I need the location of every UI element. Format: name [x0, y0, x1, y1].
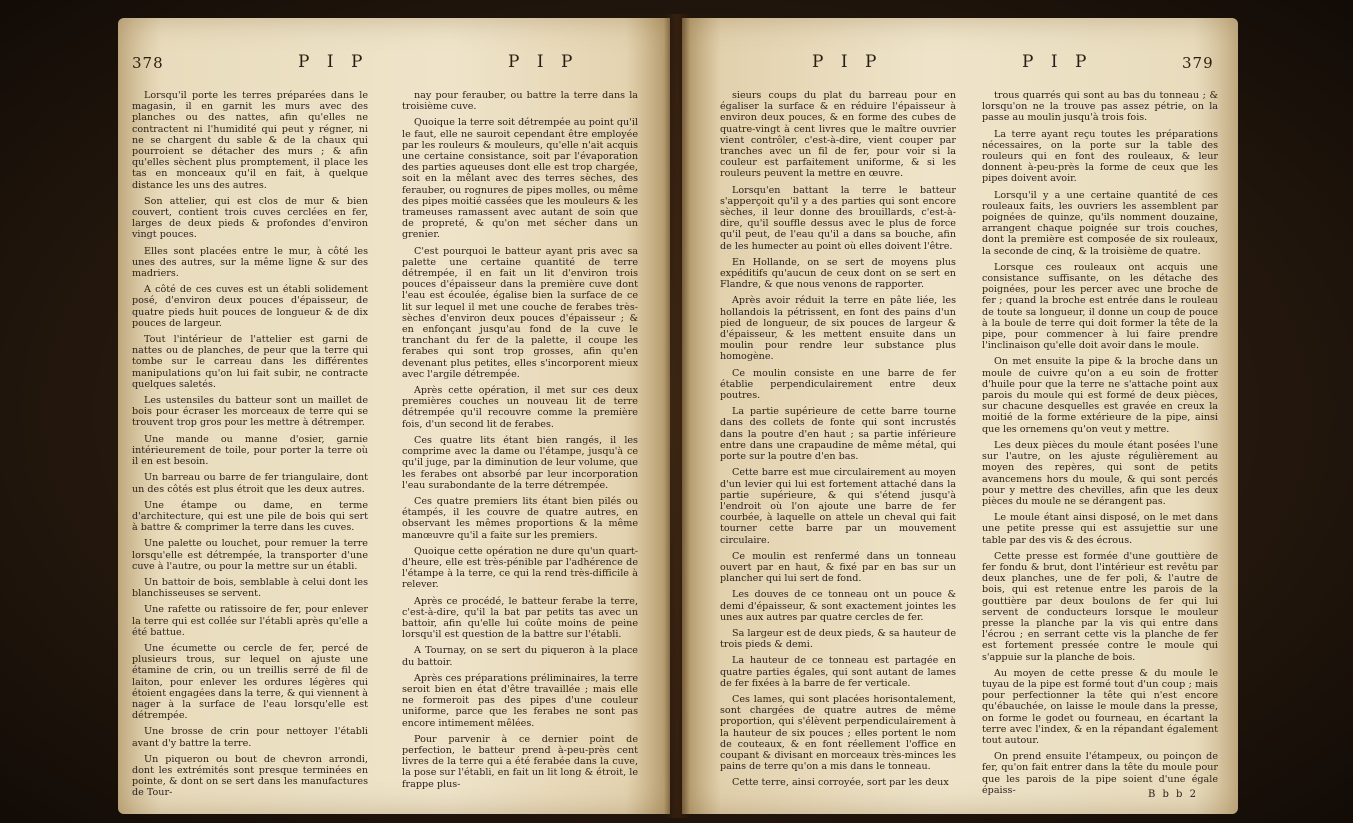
- paragraph: sieurs coups du plat du barreau pour en égaliser la surface & en réduire l'épaisseur à environ deux pouces, & en forme des cubes de quatre-vingt à cent livres que le maître ouvrier vient contrôler, c'est-à-dire, vient couper par tranches avec un fil de fer, pour voir si la couleur est parfaitement uniforme, & si les rouleurs peuvent la mettre en œuvre.: [720, 90, 956, 180]
- paragraph: Ce moulin est renfermé dans un tonneau ouvert par en haut, & fixé par en bas sur un plancher qui lui sert de fond.: [720, 550, 956, 585]
- right-running-head: [682, 52, 1238, 82]
- right-page-number: 379: [1182, 54, 1214, 72]
- paragraph: Après cette opération, il met sur ces deux premières couches un nouveau lit de terre détrempée qu'il recouvre comme la première fois, d'un second lit de ferabes.: [402, 385, 638, 430]
- paragraph: Ces quatre premiers lits étant bien pilés ou étampés, il les couvre de quatre autres, en observant les mêmes proportions & la même manœuvre qu'il a faite sur les premiers.: [402, 495, 638, 541]
- paragraph: Ces quatre lits étant bien rangés, il les comprime avec la dame ou l'étampe, jusqu'à ce qu'il juge, par la diminution de leur volume, que les ferabes ont absorbé par leur incorporation l'eau surabondante de la terre détrempée.: [402, 434, 638, 491]
- paragraph: Une étampe ou dame, en terme d'architecture, qui est une pile de bois qui sert à battre & comprimer la terre dans les cuves.: [132, 499, 368, 534]
- paragraph: Au moyen de cette presse & du moule le tuyau de la pipe est formé tout d'un coup ; mais pour perfectionner la tête qui n'est encore qu'ébauchée, on laisse le moule dans la presse, on forme le godet ou fourneau, en écartant la terre avec l'index, & en la répandant également tout autour.: [982, 667, 1218, 746]
- paragraph: Quoique la terre soit détrempée au point qu'il le faut, elle ne sauroit cependant être employée par les rouleurs & mouleurs, qu'elle n'ait acquis une certaine consistance, soit par l'évaporation des parties aqueuses dont elle est trop chargée, soit en la mêlant avec des terres sèches, des ferauber, ou rognures de pipes molles, ou même des pipes moitié cassées que les mouleurs & les trameuses ramassent avec autant de soin que de propreté, & qu'on met sécher dans un grenier.: [402, 117, 638, 241]
- right-column-2: [982, 90, 1218, 800]
- paragraph: Un barreau ou barre de fer triangulaire, dont un des côtés est plus étroit que les deux autres.: [132, 472, 368, 495]
- paragraph: Une palette ou louchet, pour remuer la terre lorsqu'elle est détrempée, la transporter d'une cuve à l'autre, ou pour la mettre sur un établi.: [132, 538, 368, 572]
- paragraph: Son attelier, qui est clos de mur & bien couvert, contient trois cuves cerclées en fer, larges de deux pieds & profondes d'environ vingt pouces.: [132, 195, 368, 241]
- paragraph: Ce moulin consiste en une barre de fer établie perpendiculairement entre deux poutres.: [720, 367, 956, 402]
- signature-mark: B b b 2: [1147, 789, 1198, 800]
- paragraph: Sa largeur est de deux pieds, & sa hauteur de trois pieds & demi.: [720, 627, 956, 651]
- paragraph: A côté de ces cuves est un établi solidement posé, d'environ deux pouces d'épaisseur, de quatre pieds huit pouces de longueur & de dix pouces de largeur.: [132, 284, 368, 329]
- paragraph: Une mande ou manne d'osier, garnie intérieurement de toile, pour porter la terre où il en est besoin.: [132, 433, 368, 468]
- paragraph: Les douves de ce tonneau ont un pouce & demi d'épaisseur, & sont exactement jointes les unes aux autres par quatre cercles de fer.: [720, 589, 956, 623]
- paragraph: Après ces préparations préliminaires, la terre seroit bien en état d'être travaillée ; mais elle ne formeroit pas des pipes d'une couleur uniforme, parce que les ferabes ne sont pas encore intimement mêlées.: [402, 672, 638, 729]
- paragraph: Le moule étant ainsi disposé, on le met dans une petite presse qui est assujettie sur une table par des vis & des écrous.: [982, 512, 1218, 546]
- paragraph: Cette terre, ainsi corroyée, sort par les deux: [732, 777, 949, 789]
- paragraph: nay pour ferauber, ou battre la terre dans la troisième cuve.: [402, 90, 638, 113]
- paragraph: Les deux pièces du moule étant posées l'une sur l'autre, on les ajuste régulièrement au moyen des repères, qui sont de petits avancemens hors du moule, & qui sont percés pour y mettre des chevilles, afin que les deux pièces du moule ne se dérangent pas.: [982, 439, 1218, 507]
- right-column-1: [720, 90, 956, 800]
- left-page-number: 378: [132, 54, 164, 72]
- paragraph: Un piqueron ou bout de chevron arrondi, dont les extrémités sont presque terminées en pointe, & dont on se sert dans les manufactures de Tour-: [132, 753, 368, 799]
- paragraph: Lorsque ces rouleaux ont acquis une consistance suffisante, on les détache des poignées, pour les percer avec une broche de fer ; quand la broche est entrée dans le rouleau de toute sa longueur, il donne un coup de pouce à la boule de terre qui doit former la tête de la pipe, pour commencer à lui faire prendre l'inclinaison qu'elle doit avoir dans le moule.: [982, 261, 1218, 352]
- paragraph: Cette barre est mue circulairement au moyen d'un levier qui lui est fortement attaché dans la partie supérieure, & qui s'étend jusqu'à l'endroit où l'on ajoute une barre de fer courbée, à laquelle on attele un cheval qui fait tourner cette barre par un mouvement circulaire.: [720, 467, 956, 546]
- paragraph: Une brosse de crin pour nettoyer l'établi avant d'y battre la terre.: [132, 726, 368, 749]
- left-page: [118, 18, 670, 814]
- paragraph: Après avoir réduit la terre en pâte liée, les hollandois la pétrissent, en font des pains d'un pied de longueur, de six pouces de largeur & d'épaisseur, & les mettent ensuite dans un moulin pour rendre leur substance plus homogène.: [720, 295, 956, 363]
- right-header-left: P I P: [812, 52, 883, 72]
- paragraph: La hauteur de ce tonneau est partagée en quatre parties égales, qui sont autant de lames de fer fixées à la barre de fer verticale.: [720, 655, 956, 689]
- paragraph: C'est pourquoi le batteur ayant pris avec sa palette une certaine quantité de terre détrempée, il en fait un lit d'environ trois pouces d'épaisseur dans la première cuve dont l'eau est écoulée, égalise bien la surface de ce lit sur lequel il met une couche de ferabes très-sèches d'environ deux pouces d'épaisseur ; & en enfonçant jusqu'au fond de la cuve le tranchant du fer de la palette, il coupe les ferabes qui sont trop grosses, afin qu'en devenant plus petites, elles s'incorporent mieux avec l'argile détrempée.: [402, 245, 638, 380]
- paragraph: Tout l'intérieur de l'attelier est garni de nattes ou de planches, de peur que la terre qui tombe sur le carreau dans les différentes manipulations qu'on lui fait subir, ne contracte quelques saletés.: [132, 334, 368, 390]
- paragraph: Lorsqu'il y a une certaine quantité de ces rouleaux faits, les ouvriers les assemblent par poignées de quinze, qu'ils nomment douzaine, arrangent chaque poignée sur trois couches, dont la première est composée de six rouleaux, la seconde de cinq, & la troisième de quatre.: [982, 189, 1218, 257]
- paragraph: Elles sont placées entre le mur, à côté les unes des autres, sur la même ligne & sur des madriers.: [132, 245, 368, 280]
- paragraph: On prend ensuite l'étampeux, ou poinçon de fer, qu'on fait entrer dans la tête du moule pour que les parois de la pipe soient d'une égale épaiss-: [982, 751, 1218, 796]
- left-column-1: [132, 90, 368, 800]
- left-header-right: P I P: [508, 52, 579, 72]
- paragraph: Lorsqu'il porte les terres préparées dans le magasin, il en garnit les murs avec des planches ou des nattes, afin qu'elles ne contractent ni l'humidité qui peut y régner, ni ne se chargent du sable & de la chaux qui pourroient se détacher des murs ; & afin qu'elles sèchent plus promptement, il place les tas en monceaux qu'il en fait, à quelque distance les uns des autres.: [132, 90, 368, 191]
- paragraph: En Hollande, on se sert de moyens plus expéditifs qu'aucun de ceux dont on se sert en Flandre, & que nous venons de rapporter.: [720, 256, 956, 291]
- left-header-left: P I P: [298, 52, 369, 72]
- left-column-2: [402, 90, 638, 800]
- paragraph: Après ce procédé, le batteur ferabe la terre, c'est-à-dire, qu'il la bat par petits tas avec un battoir, afin qu'elle lui coûte moins de peine lorsqu'il est question de la battre sur l'établi.: [402, 595, 638, 641]
- paragraph: trous quarrés qui sont au bas du tonneau ; & lorsqu'on ne la trouve pas assez pétrie, on la passe au moulin jusqu'à trois fois.: [982, 90, 1218, 124]
- right-header-right: P I P: [1022, 52, 1093, 72]
- paragraph: Pour parvenir à ce dernier point de perfection, le batteur prend à-peu-près cent livres de la terre qui a été ferabée dans la cuve, la pose sur l'établi, en fait un lit long & étroit, le frappe plus-: [402, 733, 638, 790]
- paragraph: Quoique cette opération ne dure qu'un quart-d'heure, elle est très-pénible par l'adhérence de l'étampe à la terre, ce qui la rend très-difficile à relever.: [402, 545, 638, 591]
- right-page: [682, 18, 1238, 814]
- book-gutter: [664, 14, 690, 818]
- paragraph: Une rafette ou ratissoire de fer, pour enlever la terre qui est collée sur l'établi après qu'elle a été battue.: [132, 604, 368, 638]
- paragraph: Ces lames, qui sont placées horisontalement, sont chargées de quatre autres de même proportion, qui s'élèvent perpendiculairement à la hauteur de six pouces ; elles portent le nom de couteaux, & en font réellement l'office en coupant & divisant en morceaux très-minces les pains de terre qu'on a mis dans le tonneau.: [720, 693, 956, 773]
- paragraph: Cette presse est formée d'une gouttière de fer fondu & brut, dont l'intérieur est revêtu par deux planches, une de fer poli, & l'autre de bois, qui est retenue entre les parois de la gouttière par deux boulons de fer qui lui servent de conducteurs lorsque le mouleur presse la planche par la vis qui entre dans l'écrou ; en serrant cette vis la planche de fer est fortement pressée contre le moule qui s'appuie sur la planche de bois.: [982, 550, 1218, 663]
- paragraph: Les ustensiles du batteur sont un maillet de bois pour écraser les morceaux de terre qui se trouvent trop gros pour les mettre à détremper.: [132, 395, 368, 429]
- paragraph: Lorsqu'en battant la terre le batteur s'apperçoit qu'il y a des parties qui sont encore sèches, il leur donne des brouillards, c'est-à-dire, qu'il souffle dessus avec le plus de force qu'il peut, de l'eau qu'il a dans sa bouche, afin de les humecter au point où elles doivent l'être.: [720, 184, 956, 252]
- paragraph: La terre ayant reçu toutes les préparations nécessaires, on la porte sur la table des rouleurs qui en font des rouleaux, & leur donnent à-peu-près la forme de ceux que les pipes doivent avoir.: [982, 128, 1218, 185]
- paragraph: A Tournay, on se sert du piqueron à la place du battoir.: [402, 645, 638, 668]
- paragraph: La partie supérieure de cette barre tourne dans des collets de fonte qui sont incrustés dans la poutre d'en haut ; sa partie inférieure entre dans une crapaudine de même métal, qui porte sur la poutre d'en bas.: [720, 406, 956, 463]
- paragraph: Une écumette ou cercle de fer, percé de plusieurs trous, sur lequel on ajuste une étamine de crin, ou un treillis serré de fil de laiton, pour enlever les ordures légères qui étoient engagées dans la terre, & qui viennent à nager à la surface de l'eau lorsqu'elle est détrempée.: [132, 642, 368, 722]
- paragraph: Un battoir de bois, semblable à celui dont les blanchisseuses se servent.: [132, 576, 368, 600]
- left-running-head: [118, 52, 670, 82]
- paragraph: On met ensuite la pipe & la broche dans un moule de cuivre qu'on a eu soin de frotter d'huile pour que la terre ne s'attache point aux parois du moule qui est formé de deux pièces, sur chacune desquelles est gravée en creux la moitié de la forme extérieure de la pipe, ainsi que les ornemens qu'on veut y mettre.: [982, 356, 1218, 435]
